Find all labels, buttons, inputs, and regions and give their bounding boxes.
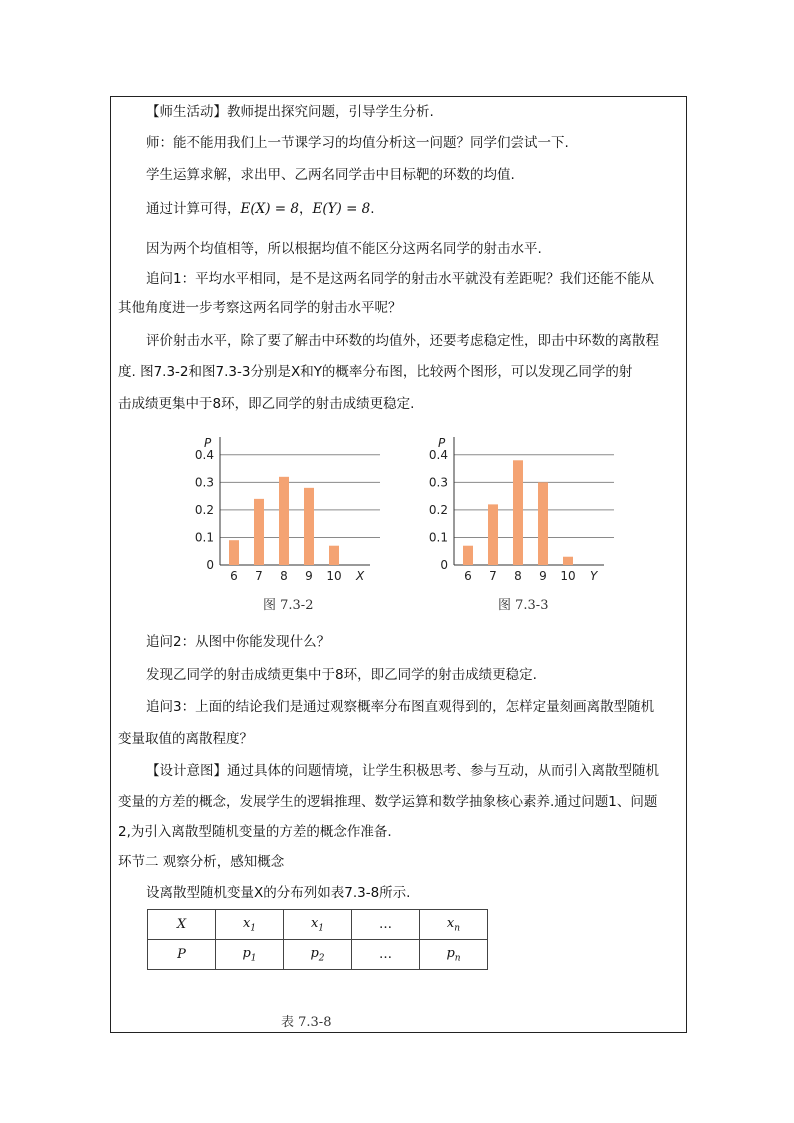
expectation-x: E(X) = 8 xyxy=(240,201,299,217)
y-tick-label: 0.2 xyxy=(194,502,214,517)
table-caption: 表 7.3-8 xyxy=(281,1015,332,1030)
bar xyxy=(488,504,498,565)
paragraph-evaluate-line3: 击成绩更集中于8环，即乙同学的射击成绩更稳定. xyxy=(118,396,415,412)
paragraph-table-intro: 设离散型随机变量X的分布列如表7.3-8所示. xyxy=(146,885,411,901)
bar xyxy=(229,540,239,565)
x-tick-label: 9 xyxy=(539,569,547,583)
x-axis-label: Y xyxy=(590,569,598,583)
paragraph-teacher-question: 师：能不能用我们上一节课学习的均值分析这一问题？同学们尝试一下. xyxy=(146,135,569,151)
x-tick-label: 7 xyxy=(489,569,497,583)
distribution-table xyxy=(147,909,488,970)
table-cell: P xyxy=(148,940,216,970)
bar xyxy=(304,488,314,565)
x-tick-label: 10 xyxy=(560,569,576,583)
x-tick-label: 6 xyxy=(230,569,238,583)
paragraph-design-intent-line2: 变量的方差的概念，发展学生的逻辑推理、数学运算和数学抽象核心素养.通过问题1、问题 xyxy=(118,794,658,810)
paragraph-student-calc: 学生运算求解，求出甲、乙两名同学击中目标靶的环数的均值. xyxy=(146,167,515,183)
table-cell: $p_1$ xyxy=(216,940,284,970)
x-tick-label: 9 xyxy=(305,569,313,583)
y-tick-label: 0.4 xyxy=(428,447,448,462)
y-tick-label: 0 xyxy=(206,558,214,572)
y-tick-label: 0.1 xyxy=(428,530,448,545)
table-row xyxy=(148,940,488,970)
y-tick-label: 0 xyxy=(440,558,448,572)
paragraph-design-intent-line1: 【设计意图】通过具体的问题情境，让学生积极思考、参与互动，从而引入离散型随机 xyxy=(146,763,659,779)
paragraph-evaluate-line2: 度. 图7.3-2和图7.3-3分别是X和Y的概率分布图，比较两个图形，可以发现乙同学的射 xyxy=(118,364,633,380)
expectation-sep: ， xyxy=(298,201,313,217)
bar xyxy=(279,477,289,565)
y-tick-label: 0.1 xyxy=(194,530,214,545)
paragraph-follow-up-3-line2: 变量取值的离散程度？ xyxy=(118,731,253,747)
y-tick-label: 0.4 xyxy=(194,447,214,462)
x-tick-label: 6 xyxy=(464,569,472,583)
y-tick-label: 0.3 xyxy=(428,475,448,490)
paragraph-follow-up-1-line1: 追问1：平均水平相同，是不是这两名同学的射击水平就没有差距呢？我们还能不能从 xyxy=(146,271,655,287)
table-cell: X xyxy=(148,910,216,940)
y-axis-label: P xyxy=(438,436,446,450)
chart-figure-7-3-3 xyxy=(424,433,624,588)
x-tick-label: 7 xyxy=(255,569,263,583)
table-cell: … xyxy=(352,910,420,940)
paragraph-design-intent-line3: 2,为引入离散型随机变量的方差的概念作准备. xyxy=(118,824,392,840)
bar xyxy=(563,557,573,565)
expectation-y: E(Y) = 8 xyxy=(312,201,371,217)
table-cell: $p_2$ xyxy=(284,940,352,970)
bar xyxy=(329,546,339,565)
paragraph-follow-up-1-line2: 其他角度进一步考察这两名同学的射击水平呢？ xyxy=(118,300,402,316)
x-tick-label: 8 xyxy=(514,569,522,583)
section-heading-step-two: 环节二 观察分析，感知概念 xyxy=(118,854,285,870)
y-axis-label: P xyxy=(204,436,212,450)
chart-figure-7-3-2 xyxy=(190,433,390,588)
table-cell: … xyxy=(352,940,420,970)
paragraph-expectation xyxy=(146,200,375,218)
table-cell: $p_n$ xyxy=(420,940,488,970)
table-cell: $x_1$ xyxy=(216,910,284,940)
bar xyxy=(463,546,473,565)
x-tick-label: 10 xyxy=(326,569,342,583)
table-cell: $x_n$ xyxy=(420,910,488,940)
chart-caption-7-3-2: 图 7.3-2 xyxy=(263,598,314,613)
paragraph-finding: 发现乙同学的射击成绩更集中于8环，即乙同学的射击成绩更稳定. xyxy=(146,667,537,683)
bar xyxy=(538,482,548,565)
table-cell: $x_1$ xyxy=(284,910,352,940)
x-tick-label: 8 xyxy=(280,569,288,583)
bar xyxy=(254,499,264,565)
paragraph-follow-up-2: 追问2：从图中你能发现什么？ xyxy=(146,634,331,650)
chart-caption-7-3-3: 图 7.3-3 xyxy=(498,598,549,613)
expectation-end: . xyxy=(370,201,375,217)
paragraph-teacher-student-activity: 【师生活动】教师提出探究问题，引导学生分析. xyxy=(146,104,434,120)
y-tick-label: 0.2 xyxy=(428,502,448,517)
y-tick-label: 0.3 xyxy=(194,475,214,490)
bar xyxy=(513,460,523,565)
table-row xyxy=(148,910,488,940)
paragraph-equal-means: 因为两个均值相等，所以根据均值不能区分这两名同学的射击水平. xyxy=(146,241,542,257)
paragraph-evaluate-line1: 评价射击水平，除了要了解击中环数的均值外，还要考虑稳定性，即击中环数的离散程 xyxy=(146,333,659,349)
paragraph-follow-up-3-line1: 追问3：上面的结论我们是通过观察概率分布图直观得到的，怎样定量刻画离散型随机 xyxy=(146,699,655,715)
expectation-prefix: 通过计算可得， xyxy=(146,201,241,217)
x-axis-label: X xyxy=(356,569,365,583)
